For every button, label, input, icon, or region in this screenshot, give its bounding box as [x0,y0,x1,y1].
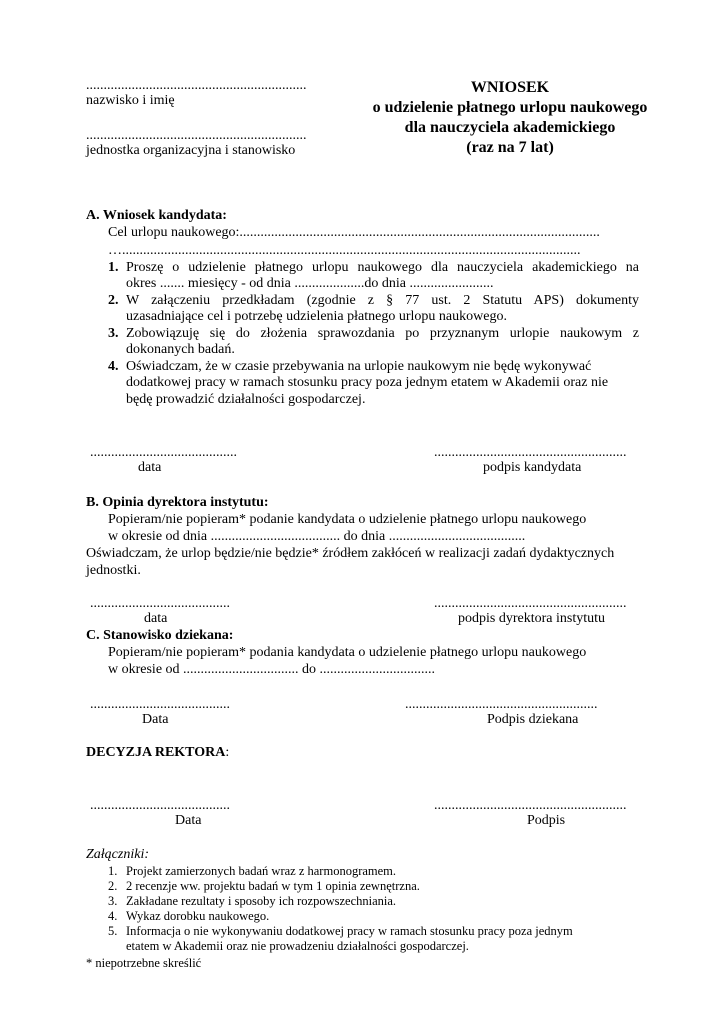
candidate-signature-label: podpis kandydata [483,460,582,475]
rector-signature-label: Podpis [527,813,566,828]
title-line-1: WNIOSEK [470,79,550,96]
dean-opinion-line: Popieram/nie popieram* podania kandydata o udzielenie płatnego urlopu naukowego [108,645,587,660]
director-signature-dots: ....................................................... [434,596,627,611]
goal-line: Cel urlopu naukowego:....................................................................................................... [108,225,600,240]
dean-date-dots: ........................................ [90,697,230,712]
list-item: Informacja o nie wykonywaniu dodatkowej pracy w ramach stosunku pracy poza jednym [126,924,573,938]
list-item-line: dokonanych badań. [126,342,235,357]
attachments-heading: Załączniki: [86,847,149,862]
director-opinion-line: Popieram/nie popieram* podanie kandydata o udzielenie płatnego urlopu naukowego [108,512,587,527]
list-item-line: okres ....... miesięcy - od dnia ....................do dnia ........................ [126,276,494,291]
list-item-line: W załączeniu przedkładam (zgodnie z § 77 ust. 2 Statutu APS) dokumenty [126,293,639,308]
director-period-line: w okresie od dnia ..................................... do dnia ....................................... [108,529,526,544]
list-item: etatem w Akademii oraz nie prowadzeniu działalności gospodarczej. [126,939,469,953]
rector-signature-dots: ....................................................... [434,798,627,813]
list-item: 2 recenzje ww. projektu badań w tym 1 opinia zewnętrzna. [126,879,420,893]
rector-decision-heading: DECYZJA REKTORA: [86,745,230,760]
name-dots: ............................................................... [86,78,307,93]
goal-line-2: …................................................................................................................................... [108,243,581,258]
list-item-number: 2. [108,879,118,893]
section-c-heading: C. Stanowisko dziekana: [86,628,234,643]
list-item-line: uzasadniające cel i potrzebę udzielenia płatnego urlopu naukowego. [126,309,507,324]
list-item: Wykaz dorobku naukowego. [126,909,270,923]
list-item: Projekt zamierzonych badań wraz z harmonogramem. [126,864,397,878]
rector-date-dots: ........................................ [90,798,230,813]
list-item-number: 1. [108,260,119,275]
title-line-2: o udzielenie płatnego urlopu naukowego [372,99,648,116]
director-date-dots: ........................................ [90,596,230,611]
list-item: Zakładane rezultaty i sposoby ich rozpowszechniania. [126,894,397,908]
list-item-number: 4. [108,909,118,923]
name-label: nazwisko i imię [86,93,175,108]
unit-label: jednostka organizacyjna i stanowisko [86,143,296,158]
list-item-line: Oświadczam, że w czasie przebywania na urlopie naukowym nie będę wykonywać [126,359,592,374]
title-line-4: (raz na 7 lat) [466,139,554,156]
list-item-line: Zobowiązuję się do złożenia sprawozdania po przyznanym urlopie naukowym z [126,326,639,341]
list-item-number: 3. [108,326,119,341]
list-item-number: 5. [108,924,118,938]
director-statement-line: Oświadczam, że urlop będzie/nie będzie* źródłem zakłóceń w realizacji zadań dydaktycznych [86,546,615,561]
director-statement-line-2: jednostki. [86,563,141,578]
candidate-signature-dots: ....................................................... [434,445,627,460]
list-item-number: 4. [108,359,119,374]
unit-dots: ............................................................... [86,128,307,143]
list-item-line: dodatkowej pracy w ramach stosunku pracy poza jednym etatem w Akademii oraz nie [126,375,609,390]
list-item-number: 1. [108,864,118,878]
director-signature-label: podpis dyrektora instytutu [458,611,605,626]
list-item-line: Proszę o udzielenie płatnego urlopu naukowego dla nauczyciela akademickiego na [126,260,639,275]
dean-period-line: w okresie od ................................. do ................................. [108,662,436,677]
list-item-number: 2. [108,293,119,308]
dean-signature-label: Podpis dziekana [487,712,579,727]
list-item-line: będę prowadzić działalności gospodarczej. [126,392,366,407]
candidate-date-label: data [138,460,162,475]
dean-signature-dots: ....................................................... [405,697,598,712]
director-date-label: data [144,611,168,626]
dean-date-label: Data [142,712,169,727]
list-item-number: 3. [108,894,118,908]
section-b-heading: B. Opinia dyrektora instytutu: [86,495,269,510]
title-line-3: dla nauczyciela akademickiego [404,119,616,136]
rector-date-label: Data [175,813,202,828]
candidate-date-dots: .......................................... [90,445,237,460]
section-a-heading: A. Wniosek kandydata: [86,208,227,223]
footnote: * niepotrzebne skreślić [86,956,202,970]
